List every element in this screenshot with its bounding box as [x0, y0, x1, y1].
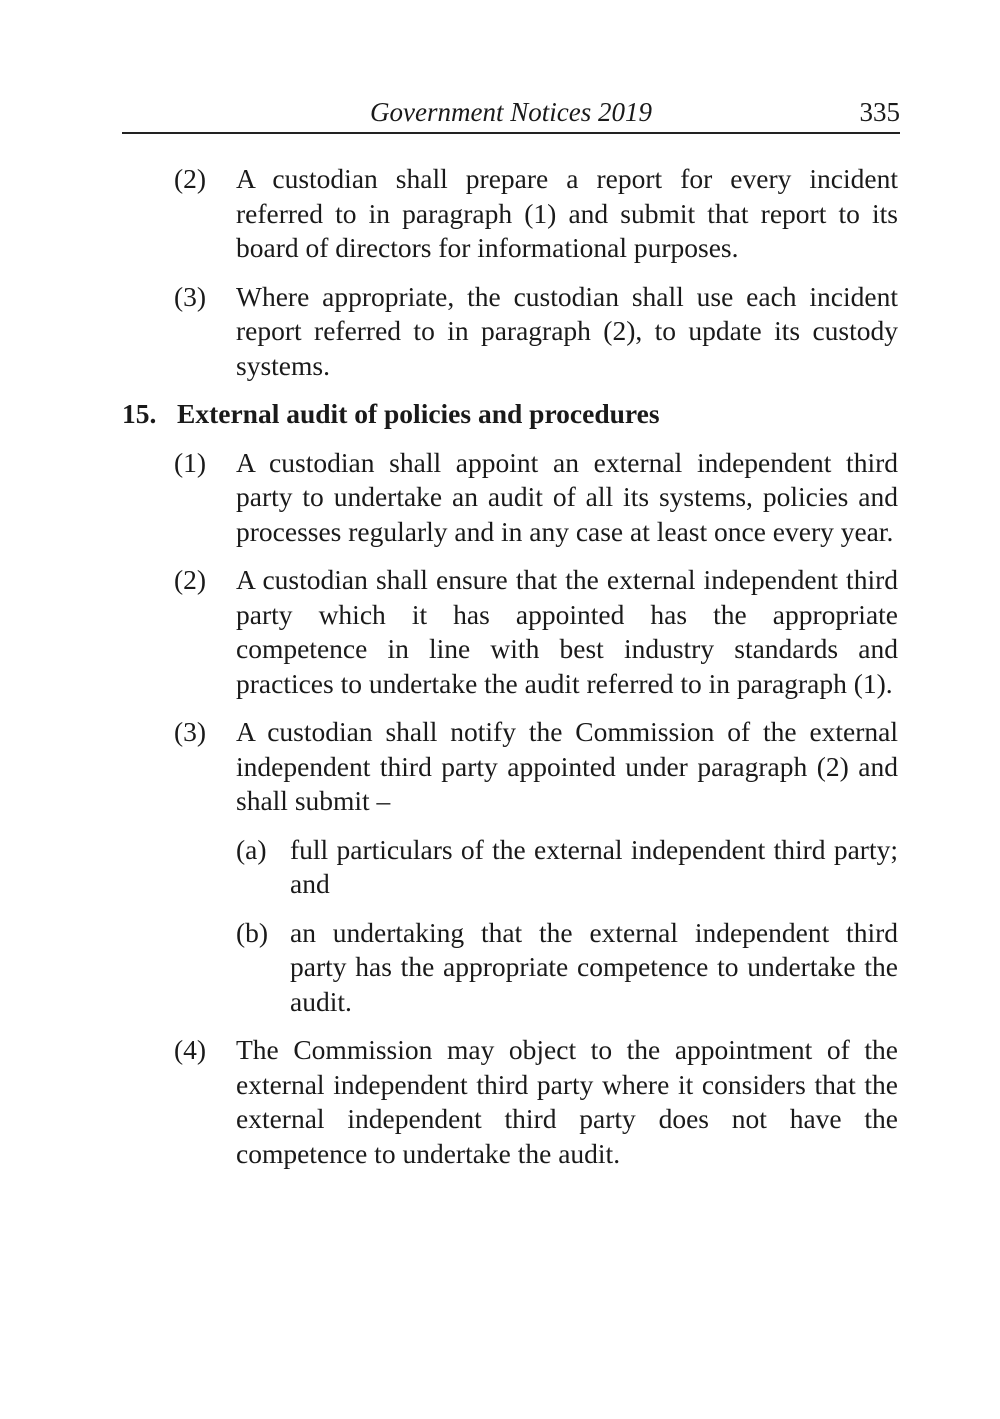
paragraph	[0, 162, 1000, 266]
paragraph-text: A custodian shall prepare a report for every incident referred to in paragraph (1) and submit that report to its board of directors for informational purposes.	[236, 163, 898, 263]
document-body	[0, 162, 1000, 1171]
page-number: 335	[859, 97, 900, 127]
paragraph-number: (3)	[174, 716, 207, 747]
paragraph	[0, 563, 1000, 701]
sub-item-text: an undertaking that the external independent third party has the appropriate competence to undertake the audit.	[290, 916, 898, 1017]
paragraph	[0, 715, 1000, 819]
paragraph-text: Where appropriate, the custodian shall use each incident report referred to in paragraph (2), to update its custody systems.	[236, 280, 898, 381]
sub-item-letter: (a)	[236, 833, 267, 865]
paragraph	[0, 446, 1000, 550]
section-title: External audit of policies and procedures	[177, 398, 660, 429]
paragraph-number: (2)	[174, 163, 207, 194]
sub-item-letter: (b)	[236, 916, 269, 948]
paragraph	[0, 280, 1000, 384]
header-title: Government Notices 2019	[370, 97, 652, 127]
paragraph-number: (3)	[174, 280, 207, 312]
page-header	[122, 94, 900, 130]
section-heading	[0, 397, 1000, 432]
sub-item	[0, 833, 1000, 902]
paragraph-number: (2)	[174, 564, 207, 595]
sub-item-text: full particulars of the external independent third party; and	[290, 833, 898, 899]
paragraph-number: (1)	[174, 446, 207, 478]
paragraph-text: A custodian shall notify the Commission of the external independent third party appointed under paragraph (2) and shall submit –	[236, 716, 898, 816]
sub-item	[0, 916, 1000, 1020]
paragraph-text: The Commission may object to the appointment of the external independent third party where it considers that the external independent third party does not have the competence to undertake the audit.	[236, 1034, 898, 1169]
paragraph-text: A custodian shall appoint an external independent third party to undertake an audit of all its systems, policies and processes regularly and in any case at least once every year.	[236, 446, 898, 547]
section-number: 15.	[122, 398, 157, 429]
paragraph	[0, 1033, 1000, 1171]
header-rule	[122, 132, 900, 134]
paragraph-number: (4)	[174, 1034, 207, 1065]
paragraph-text: A custodian shall ensure that the external independent third party which it has appointed has the appropriate competence in line with best industry standards and practices to undertake the audit referred to in paragraph (1).	[236, 564, 898, 699]
